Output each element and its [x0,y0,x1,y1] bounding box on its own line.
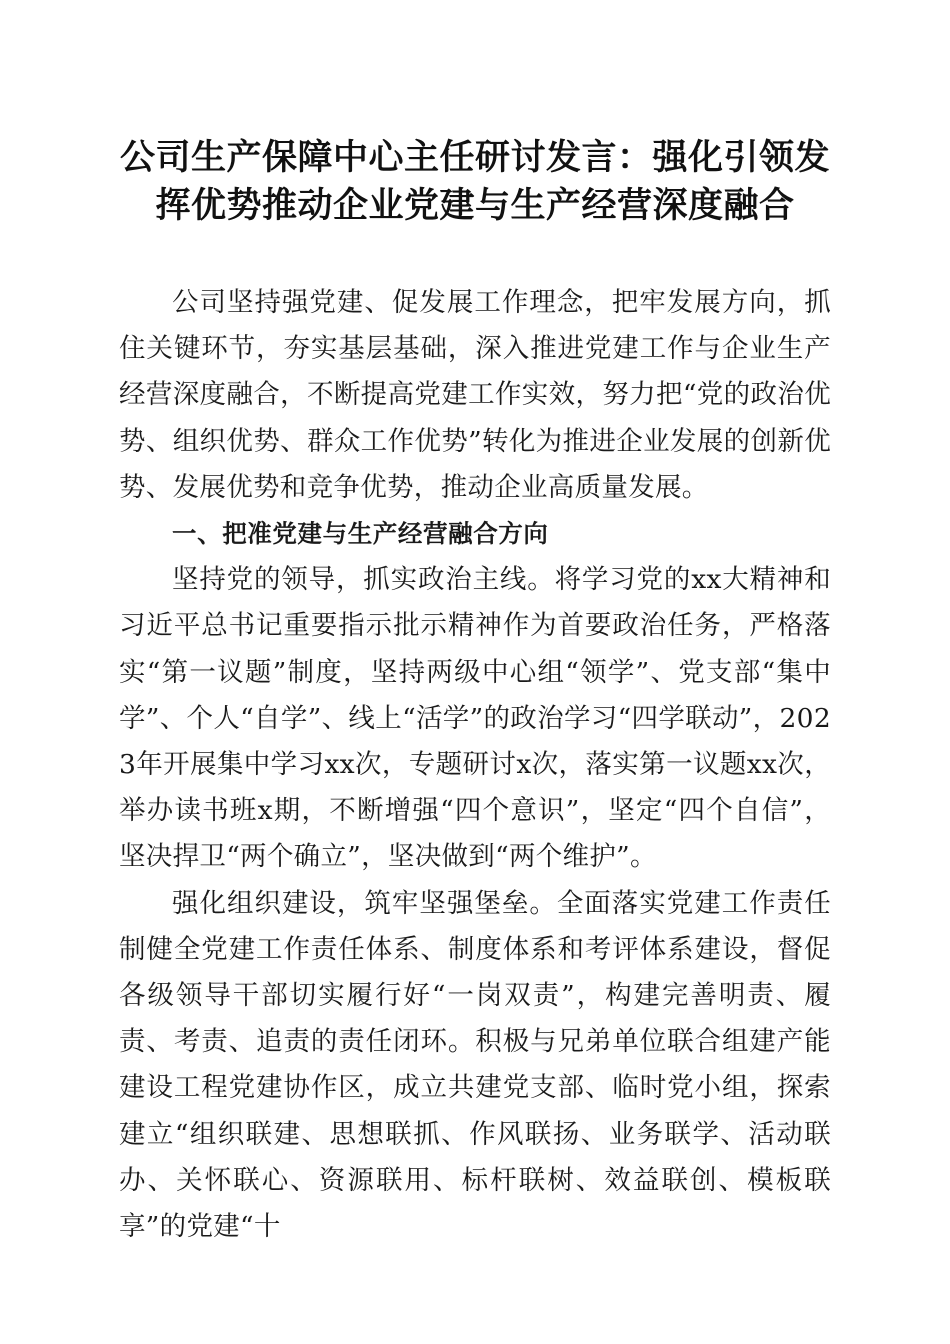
document-title [100,134,850,230]
section-heading-1: 一、把准党建与生产经营融合方向 [172,519,549,549]
title-line-2: 挥优势推动企业党建与生产经营深度融合 [155,185,795,226]
intro-paragraph: 公司坚持强党建、促发展工作理念，把牢发展方向，抓住关键环节，夯实基层基础，深入推进党建工作与企业生产经营深度融合，不断提高党建工作实效，努力把“党的政治优势、组织优势、群众工作优势”转化为推进企业发展的创新优势、发展优势和竞争优势，推动企业高质量发展。 [119,287,831,503]
paragraph-political-study: 坚持党的领导，抓实政治主线。将学习党的xx大精神和习近平总书记重要指示批示精神作为首要政治任务，严格落实“第一议题”制度，坚持两级中心组“领学”、党支部“集中学”、个人“自学”、线上“活学”的政治学习“四学联动”，2023年开展集中学习xx次，专题研讨x次，落实第一议题xx次，举办读书班x期，不断增强“四个意识”，坚定“四个自信”，坚决捍卫“两个确立”，坚决做到“两个维护”。 [119,564,831,873]
document-body [119,280,831,1250]
title-line-1: 公司生产保障中心主任研讨发言：强化引领发 [119,137,830,178]
paragraph-organization-building: 强化组织建设，筑牢坚强堡垒。全面落实党建工作责任制健全党建工作责任体系、制度体系和考评体系建设，督促各级领导干部切实履行好“一岗双责”，构建完善明责、履责、考责、追责的责任闭环。积极与兄弟单位联合组建产能建设工程党建协作区，成立共建党支部、临时党小组，探索建立“组织联建、思想联抓、作风联扬、业务联学、活动联办、关怀联心、资源联用、标杆联树、效益联创、模板联享”的党建“十 [119,887,831,1243]
